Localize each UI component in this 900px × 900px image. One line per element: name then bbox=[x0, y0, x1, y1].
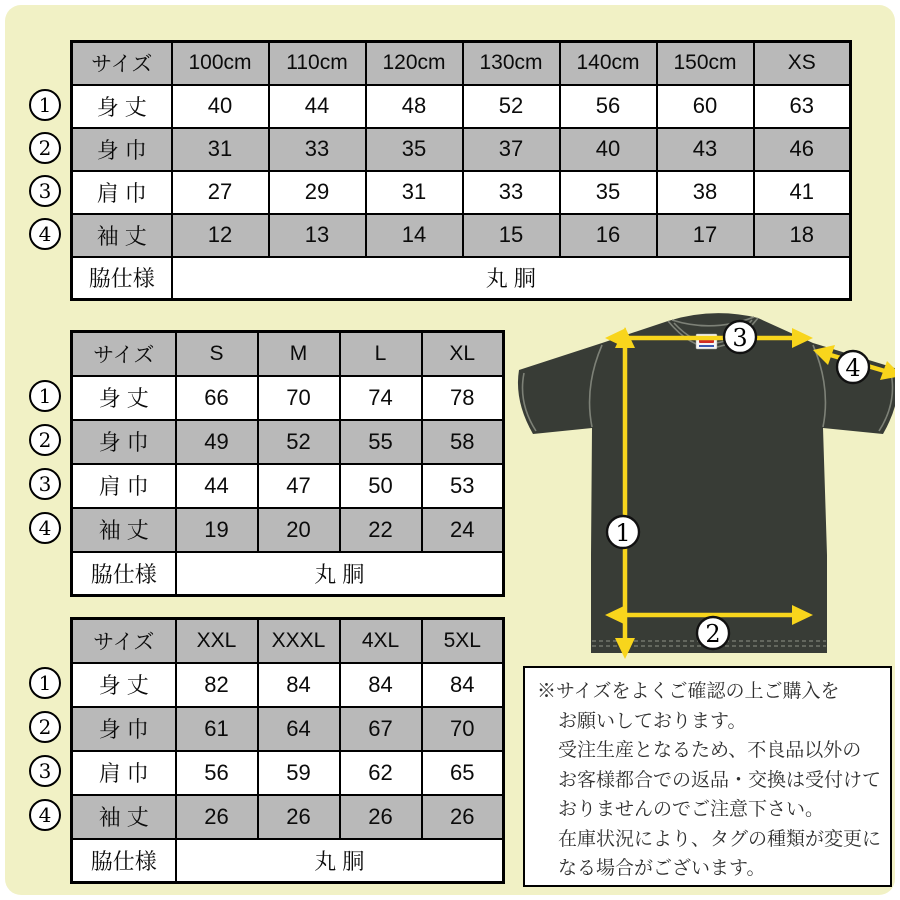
diagram-marker-4 bbox=[837, 351, 869, 383]
size-column-header: XS bbox=[754, 42, 851, 85]
cell-value: 27 bbox=[172, 171, 269, 214]
cell-value: 62 bbox=[340, 751, 422, 795]
diagram-marker-1 bbox=[607, 516, 639, 548]
row-label: 袖 丈 bbox=[72, 795, 176, 839]
cell-value: 63 bbox=[754, 85, 851, 128]
svg-text:3: 3 bbox=[732, 324, 748, 352]
size-column-header: XXL bbox=[176, 619, 258, 663]
cell-value: 52 bbox=[463, 85, 560, 128]
row-label: 身 丈 bbox=[72, 85, 172, 128]
cell-value: 16 bbox=[560, 214, 657, 257]
cell-value: 66 bbox=[176, 376, 258, 420]
table-row-marker-3: 3 bbox=[29, 468, 61, 500]
cell-value: 17 bbox=[657, 214, 754, 257]
cell-value: 15 bbox=[463, 214, 560, 257]
size-header-label: サイズ bbox=[72, 42, 172, 85]
table-row-marker-4: 4 bbox=[29, 512, 61, 544]
cell-value: 50 bbox=[340, 464, 422, 508]
size-table-kids bbox=[38, 40, 852, 301]
row-label: 身 丈 bbox=[72, 376, 176, 420]
cell-value: 74 bbox=[340, 376, 422, 420]
note-line: ※サイズをよくご確認の上ご購入を bbox=[537, 681, 840, 702]
cell-value: 31 bbox=[366, 171, 463, 214]
cell-value: 12 bbox=[172, 214, 269, 257]
cell-value: 40 bbox=[560, 128, 657, 171]
cell-value: 29 bbox=[269, 171, 366, 214]
cell-value: 65 bbox=[422, 751, 504, 795]
cell-value: 70 bbox=[258, 376, 340, 420]
cell-value: 48 bbox=[366, 85, 463, 128]
table-row-marker-2: 2 bbox=[29, 424, 61, 456]
cell-value: 19 bbox=[176, 508, 258, 552]
cell-value: 84 bbox=[422, 663, 504, 707]
table-row-marker-1: 1 bbox=[29, 380, 61, 412]
cell-value: 70 bbox=[422, 707, 504, 751]
cell-value: 13 bbox=[269, 214, 366, 257]
cell-value: 43 bbox=[657, 128, 754, 171]
row-label: 身 巾 bbox=[72, 128, 172, 171]
cell-value: 20 bbox=[258, 508, 340, 552]
table-row-marker-3: 3 bbox=[29, 755, 61, 787]
size-column-header: XL bbox=[422, 332, 504, 376]
size-column-header: 130cm bbox=[463, 42, 560, 85]
note-line: お客様都合での返品・交換は受付けて bbox=[558, 769, 882, 791]
cell-value: 58 bbox=[422, 420, 504, 464]
cell-value: 49 bbox=[176, 420, 258, 464]
note-line: 受注生産となるため、不良品以外の bbox=[558, 740, 862, 761]
cell-value: 59 bbox=[258, 751, 340, 795]
cell-value: 41 bbox=[754, 171, 851, 214]
svg-text:2: 2 bbox=[705, 620, 721, 648]
diagram-marker-2 bbox=[697, 617, 729, 649]
cell-value: 53 bbox=[422, 464, 504, 508]
note-line: おりませんのでご注意下さい。 bbox=[558, 799, 825, 820]
cell-value: 37 bbox=[463, 128, 560, 171]
cell-value: 61 bbox=[176, 707, 258, 751]
size-column-header: 140cm bbox=[560, 42, 657, 85]
table-row-marker-3: 3 bbox=[29, 175, 61, 207]
cell-value: 44 bbox=[176, 464, 258, 508]
cell-value: 26 bbox=[176, 795, 258, 839]
cell-value: 26 bbox=[258, 795, 340, 839]
size-column-header: 100cm bbox=[172, 42, 269, 85]
cell-value: 26 bbox=[340, 795, 422, 839]
size-column-header: L bbox=[340, 332, 422, 376]
svg-text:4: 4 bbox=[845, 354, 861, 382]
cell-value: 47 bbox=[258, 464, 340, 508]
cell-value: 31 bbox=[172, 128, 269, 171]
table-row-marker-4: 4 bbox=[29, 799, 61, 831]
cell-value: 78 bbox=[422, 376, 504, 420]
size-column-header: 110cm bbox=[269, 42, 366, 85]
row-label: 肩 巾 bbox=[72, 171, 172, 214]
table-row-marker-1: 1 bbox=[29, 89, 61, 121]
page-background bbox=[5, 5, 895, 895]
size-column-header: 5XL bbox=[422, 619, 504, 663]
size-column-header: M bbox=[258, 332, 340, 376]
size-column-header: XXXL bbox=[258, 619, 340, 663]
cell-value: 35 bbox=[560, 171, 657, 214]
row-label: 身 巾 bbox=[72, 707, 176, 751]
note-line: お願いしております。 bbox=[558, 710, 747, 732]
side-spec-value: 丸 胴 bbox=[176, 552, 504, 596]
row-label: 袖 丈 bbox=[72, 214, 172, 257]
cell-value: 56 bbox=[560, 85, 657, 128]
cell-value: 44 bbox=[269, 85, 366, 128]
row-label: 袖 丈 bbox=[72, 508, 176, 552]
cell-value: 84 bbox=[258, 663, 340, 707]
cell-value: 64 bbox=[258, 707, 340, 751]
size-header-label: サイズ bbox=[72, 332, 176, 376]
row-label: 肩 巾 bbox=[72, 464, 176, 508]
row-label: 身 巾 bbox=[72, 420, 176, 464]
row-label: 身 丈 bbox=[72, 663, 176, 707]
cell-value: 33 bbox=[269, 128, 366, 171]
cell-value: 26 bbox=[422, 795, 504, 839]
diagram-marker-3 bbox=[724, 321, 756, 353]
cell-value: 33 bbox=[463, 171, 560, 214]
cell-value: 52 bbox=[258, 420, 340, 464]
cell-value: 55 bbox=[340, 420, 422, 464]
cell-value: 18 bbox=[754, 214, 851, 257]
cell-value: 40 bbox=[172, 85, 269, 128]
cell-value: 24 bbox=[422, 508, 504, 552]
size-column-header: 120cm bbox=[366, 42, 463, 85]
cell-value: 84 bbox=[340, 663, 422, 707]
svg-text:1: 1 bbox=[615, 519, 631, 547]
note-line: 在庫状況により、タグの種類が変更に bbox=[558, 828, 882, 850]
cell-value: 82 bbox=[176, 663, 258, 707]
size-table-adult bbox=[38, 330, 505, 597]
cell-value: 35 bbox=[366, 128, 463, 171]
table-row-marker-4: 4 bbox=[29, 218, 61, 250]
cell-value: 38 bbox=[657, 171, 754, 214]
row-label: 肩 巾 bbox=[72, 751, 176, 795]
size-column-header: 150cm bbox=[657, 42, 754, 85]
side-spec-label: 脇仕様 bbox=[72, 552, 176, 596]
note-line: なる場合がございます。 bbox=[558, 858, 766, 879]
size-column-header: S bbox=[176, 332, 258, 376]
cell-value: 14 bbox=[366, 214, 463, 257]
table-row-marker-2: 2 bbox=[29, 711, 61, 743]
cell-value: 67 bbox=[340, 707, 422, 751]
table-row-marker-2: 2 bbox=[29, 132, 61, 164]
size-column-header: 4XL bbox=[340, 619, 422, 663]
tshirt-measurement-diagram bbox=[510, 305, 895, 665]
side-spec-value: 丸 胴 bbox=[172, 257, 851, 300]
note-box bbox=[523, 666, 892, 887]
side-spec-label: 脇仕様 bbox=[72, 839, 176, 883]
cell-value: 56 bbox=[176, 751, 258, 795]
cell-value: 22 bbox=[340, 508, 422, 552]
cell-value: 46 bbox=[754, 128, 851, 171]
cell-value: 60 bbox=[657, 85, 754, 128]
table-row-marker-1: 1 bbox=[29, 667, 61, 699]
side-spec-label: 脇仕様 bbox=[72, 257, 172, 300]
size-table-plus bbox=[38, 617, 505, 884]
size-header-label: サイズ bbox=[72, 619, 176, 663]
side-spec-value: 丸 胴 bbox=[176, 839, 504, 883]
